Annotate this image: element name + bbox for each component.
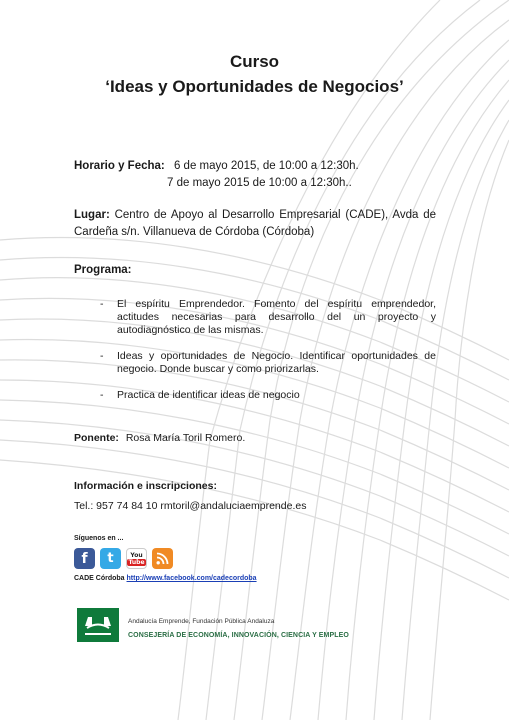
- horario-line1: 6 de mayo 2015, de 10:00 a 12:30h.: [173, 160, 359, 172]
- lugar-block: [74, 207, 436, 241]
- list-item: - Practica de identificar ideas de negocio: [100, 389, 300, 401]
- cade-row: [74, 575, 257, 582]
- horario-row: [74, 158, 359, 175]
- social-label: Síguenos en ...: [74, 535, 124, 542]
- info-label: Información e inscripciones:: [74, 480, 217, 492]
- cade-label: CADE Córdoba: [74, 575, 125, 582]
- programa-list: [100, 298, 436, 415]
- lugar-text: Centro de Apoyo al Desarrollo Empresarial (CADE), Avda de Cardeña s/n. Villanueva de Córdoba (Córdoba): [74, 209, 436, 238]
- course-title: ‘Ideas y Oportunidades de Negocios’: [105, 77, 404, 96]
- org-name: Andalucía Emprende, Fundación Pública Andaluza: [128, 618, 275, 625]
- ponente-name: Rosa María Toril Romero.: [125, 432, 246, 444]
- course-title-label: Curso: [229, 52, 280, 71]
- list-item: - El espíritu Emprendedor. Fomento del espíritu emprendedor, actitudes necesarias para desarrollo del un proyecto y autodiagnóstico de las mismas.: [100, 298, 436, 336]
- youtube-icon[interactable]: You Tube: [126, 548, 147, 569]
- junta-andalucia-logo: [77, 608, 119, 642]
- facebook-icon[interactable]: f: [74, 548, 95, 569]
- programa-label: Programa:: [74, 264, 132, 276]
- horario-label: Horario y Fecha:: [74, 160, 165, 172]
- twitter-icon[interactable]: t: [100, 548, 121, 569]
- horario-line2: 7 de mayo 2015 de 10:00 a 12:30h..: [167, 177, 352, 189]
- lugar-label: Lugar:: [74, 209, 110, 221]
- contact-line: Tel.: 957 74 84 10 rmtoril@andaluciaemprende.es: [74, 500, 307, 512]
- facebook-link[interactable]: http://www.facebook.com/cadecordoba: [126, 575, 257, 582]
- social-icons: [74, 548, 173, 569]
- list-item: - Ideas y oportunidades de Negocio. Identificar oportunidades de negocio. Donde buscar y como priorizarlas.: [100, 350, 436, 375]
- rss-icon[interactable]: [152, 548, 173, 569]
- consejeria-name: CONSEJERÍA DE ECONOMÍA, INNOVACIÓN, CIENCIA Y EMPLEO: [128, 632, 349, 639]
- ponente-row: [74, 430, 245, 447]
- ponente-label: Ponente:: [74, 432, 119, 444]
